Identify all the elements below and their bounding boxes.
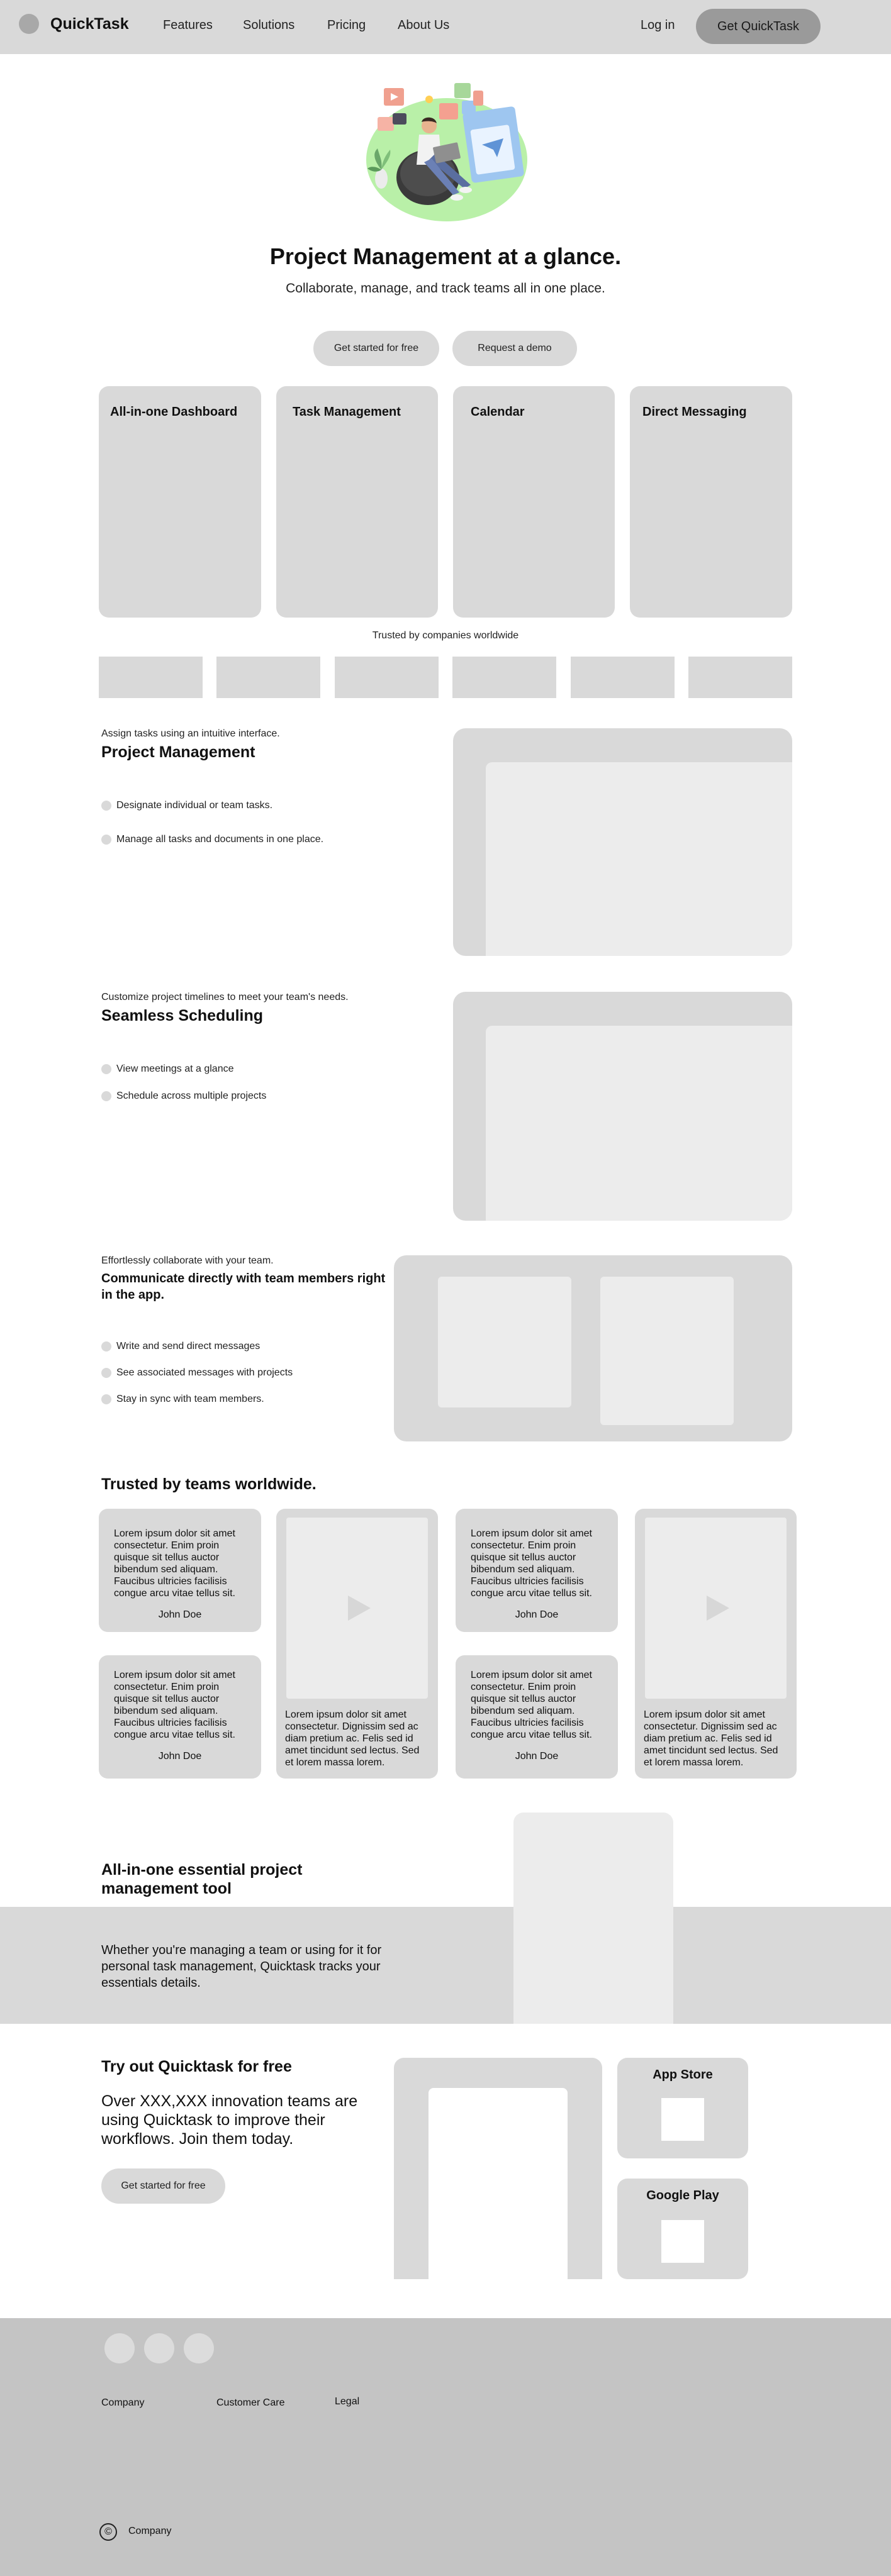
nav-link-features[interactable]: Features [163, 18, 213, 32]
message-window-placeholder [600, 1277, 734, 1425]
get-started-button[interactable]: Get started for free [313, 331, 439, 366]
feature-card-title: Direct Messaging [642, 405, 747, 419]
feature-bullet: View meetings at a glance [101, 1063, 233, 1075]
project-management-preview [453, 728, 792, 956]
section-kicker: Customize project timelines to meet your team's needs. [101, 992, 349, 1002]
feature-bullet: Write and send direct messages [101, 1341, 260, 1352]
video-caption: Lorem ipsum dolor sit amet consectetur. Dignissim sed ac diam pretium ac. Felis sed id amet tincidunt sed lectus. Sed et lorem massa lorem. [285, 1709, 420, 1768]
feature-card-direct-messaging[interactable] [630, 386, 792, 618]
feature-bullet: Designate individual or team tasks. [101, 800, 272, 811]
bullet-dot-icon [101, 835, 111, 845]
app-store-label: App Store [653, 2068, 713, 2082]
testimonial-card [99, 1655, 261, 1779]
company-logo-placeholder [99, 657, 203, 698]
feature-card-dashboard[interactable] [99, 386, 261, 618]
request-demo-button[interactable]: Request a demo [452, 331, 577, 366]
nav-link-solutions[interactable]: Solutions [243, 18, 295, 32]
video-thumbnail[interactable] [286, 1518, 428, 1699]
feature-card-title: All-in-one Dashboard [110, 405, 238, 419]
testimonial-author: John Doe [158, 1609, 202, 1620]
footer-link-legal[interactable]: Legal [335, 2396, 360, 2407]
feature-card-calendar[interactable] [453, 386, 615, 618]
essential-body: Whether you're managing a team or using for it for personal task management, Quicktask tracks your essentials details. [101, 1943, 382, 1990]
google-play-card[interactable] [617, 2179, 748, 2279]
dashboard-panel-illustration [462, 106, 525, 184]
testimonial-card [99, 1509, 261, 1632]
testimonial-quote: Lorem ipsum dolor sit amet consectetur. Enim proin quisque sit tellus auctor bibendum sed aliquam. Faucibus ultricies facilisis congue arcu vitae tellus sit. [114, 1528, 235, 1599]
testimonial-card [456, 1655, 618, 1779]
trusted-companies-label: Trusted by companies worldwide [372, 630, 519, 641]
video-testimonial-card[interactable] [276, 1509, 438, 1779]
google-play-qr-code[interactable] [661, 2220, 704, 2263]
hero-title: Project Management at a glance. [269, 243, 622, 269]
copyright-icon: © [99, 2523, 117, 2541]
testimonial-author: John Doe [158, 1751, 202, 1762]
app-store-card[interactable] [617, 2058, 748, 2158]
company-logo-placeholder [688, 657, 792, 698]
section-title: Project Management [101, 743, 255, 761]
hero-subtitle: Collaborate, manage, and track teams all in one place. [286, 281, 605, 296]
copyright-company: Company [128, 2526, 172, 2536]
feature-bullet: Stay in sync with team members. [101, 1394, 264, 1405]
testimonial-author: John Doe [515, 1609, 559, 1620]
login-link[interactable]: Log in [641, 18, 675, 32]
bullet-dot-icon [101, 1064, 111, 1074]
play-icon[interactable] [707, 1596, 729, 1621]
app-store-qr-code[interactable] [661, 2098, 704, 2141]
feature-bullet: Manage all tasks and documents in one place. [101, 834, 323, 845]
phone-mockup-placeholder [513, 1813, 673, 2024]
section-title: Seamless Scheduling [101, 1007, 264, 1024]
feature-card-title: Task Management [293, 405, 401, 419]
testimonial-quote: Lorem ipsum dolor sit amet consectetur. Enim proin quisque sit tellus auctor bibendum sed aliquam. Faucibus ultricies facilisis congue arcu vitae tellus sit. [471, 1528, 592, 1599]
nav-link-about-us[interactable]: About Us [398, 18, 450, 32]
feature-card-title: Calendar [471, 405, 525, 419]
brand-name[interactable]: QuickTask [50, 15, 129, 33]
feature-bullet: Schedule across multiple projects [101, 1091, 266, 1102]
bullet-dot-icon [101, 1368, 111, 1378]
play-icon[interactable] [348, 1596, 371, 1621]
tryout-body: Over XXX,XXX innovation teams are using Quicktask to improve their workflows. Join them today. [101, 2092, 358, 2148]
section-kicker: Effortlessly collaborate with your team. [101, 1255, 274, 1266]
nav-link-pricing[interactable]: Pricing [327, 18, 366, 32]
footer [0, 2318, 891, 2576]
preview-screen [486, 1026, 792, 1221]
testimonial-quote: Lorem ipsum dolor sit amet consectetur. Enim proin quisque sit tellus auctor bibendum sed aliquam. Faucibus ultricies facilisis congue arcu vitae tellus sit. [471, 1670, 592, 1740]
tryout-device-mockup [394, 2058, 602, 2279]
bullet-dot-icon [101, 1091, 111, 1101]
video-testimonial-card[interactable] [635, 1509, 797, 1779]
video-thumbnail[interactable] [645, 1518, 787, 1699]
bullet-dot-icon [101, 1341, 111, 1352]
company-logo-placeholder [571, 657, 675, 698]
scheduling-preview [453, 992, 792, 1221]
social-icon[interactable] [144, 2333, 174, 2363]
get-quicktask-button[interactable]: Get QuickTask [696, 9, 821, 44]
logo-icon[interactable] [19, 14, 39, 34]
preview-screen [486, 762, 792, 956]
company-logo-placeholder [335, 657, 439, 698]
bullet-dot-icon [101, 1394, 111, 1404]
footer-link-customer-care[interactable]: Customer Care [216, 2397, 285, 2408]
tryout-get-started-button[interactable]: Get started for free [101, 2168, 225, 2204]
footer-link-company[interactable]: Company [101, 2397, 145, 2408]
feature-bullet: See associated messages with projects [101, 1367, 293, 1379]
device-screen [429, 2088, 568, 2279]
message-window-placeholder [438, 1277, 571, 1407]
essential-title: All-in-one essential project management tool [101, 1861, 303, 1897]
bullet-dot-icon [101, 801, 111, 811]
messaging-preview [394, 1255, 792, 1441]
testimonial-card [456, 1509, 618, 1632]
feature-card-task-management[interactable] [276, 386, 438, 618]
top-navigation-bar [0, 0, 891, 54]
social-icon[interactable] [104, 2333, 135, 2363]
google-play-label: Google Play [646, 2189, 719, 2202]
section-kicker: Assign tasks using an intuitive interface. [101, 728, 280, 739]
testimonials-heading: Trusted by teams worldwide. [101, 1475, 317, 1493]
section-title: Communicate directly with team members right in the app. [101, 1272, 386, 1302]
company-logo-placeholder [216, 657, 320, 698]
social-icon[interactable] [184, 2333, 214, 2363]
video-caption: Lorem ipsum dolor sit amet consectetur. Dignissim sed ac diam pretium ac. Felis sed id amet tincidunt sed lectus. Sed et lorem massa lorem. [644, 1709, 778, 1768]
testimonial-quote: Lorem ipsum dolor sit amet consectetur. Enim proin quisque sit tellus auctor bibendum sed aliquam. Faucibus ultricies facilisis congue arcu vitae tellus sit. [114, 1670, 235, 1740]
company-logo-placeholder [452, 657, 556, 698]
testimonial-author: John Doe [515, 1751, 559, 1762]
hero-illustration [359, 65, 532, 226]
plant-pot-illustration [375, 169, 388, 189]
tryout-title: Try out Quicktask for free [101, 2058, 292, 2075]
